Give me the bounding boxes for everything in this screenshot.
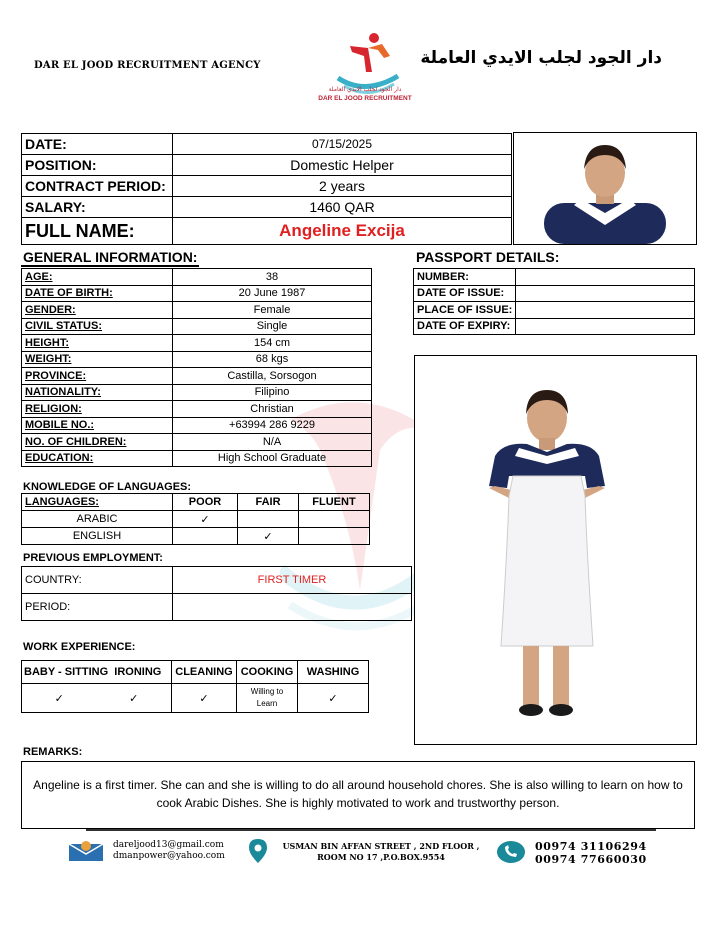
general-info-table bbox=[21, 268, 372, 467]
footer-divider bbox=[86, 829, 656, 831]
agency-logo bbox=[310, 26, 420, 106]
general-info-title: GENERAL INFORMATION: bbox=[23, 249, 198, 265]
location-pin-icon bbox=[248, 838, 268, 864]
table-row bbox=[22, 384, 372, 401]
mobile-label: MOBILE NO.: bbox=[22, 417, 173, 434]
table-row bbox=[22, 450, 372, 467]
remarks-text: Angeline is a first timer. She can and she is willing to do all around household chores. She is also willing to learn on how to cook Arabic Dishes. She is highly motivated to work and trustworthy person. bbox=[21, 761, 695, 829]
contract-label: CONTRACT PERIOD: bbox=[22, 176, 173, 197]
country-value: FIRST TIMER bbox=[173, 567, 412, 594]
washing-header: WASHING bbox=[298, 661, 369, 684]
table-row bbox=[22, 302, 372, 319]
phone-2[interactable]: 00974 77660030 bbox=[535, 853, 647, 866]
place-of-issue-label: PLACE OF ISSUE: bbox=[414, 302, 516, 319]
logo-caption-en: DAR EL JOOD RECRUITMENT bbox=[318, 95, 412, 102]
passport-table bbox=[413, 268, 695, 335]
province-label: PROVINCE: bbox=[22, 368, 173, 385]
table-row bbox=[414, 302, 695, 319]
dob-value: 20 June 1987 bbox=[173, 285, 372, 302]
children-value: N/A bbox=[173, 434, 372, 451]
table-row bbox=[22, 417, 372, 434]
languages-header: LANGUAGES: bbox=[22, 494, 173, 511]
cooking-header: COOKING bbox=[237, 661, 298, 684]
ironing-header: IRONING bbox=[114, 666, 162, 678]
civil-status-value: Single bbox=[173, 318, 372, 335]
nationality-label: NATIONALITY: bbox=[22, 384, 173, 401]
footer-phones bbox=[535, 840, 647, 866]
date-of-issue-label: DATE OF ISSUE: bbox=[414, 285, 516, 302]
headshot-photo bbox=[513, 132, 697, 245]
work-experience-title: WORK EXPERIENCE: bbox=[23, 641, 136, 653]
fullname-row bbox=[22, 218, 512, 245]
nationality-value: Filipino bbox=[173, 384, 372, 401]
religion-value: Christian bbox=[173, 401, 372, 418]
remarks-title: REMARKS: bbox=[23, 746, 83, 758]
email-icon bbox=[68, 840, 104, 862]
passport-number-label: NUMBER: bbox=[414, 269, 516, 286]
date-value: 07/15/2025 bbox=[173, 134, 512, 155]
gender-label: GENDER: bbox=[22, 302, 173, 319]
table-row bbox=[22, 434, 372, 451]
weight-value: 68 kgs bbox=[173, 351, 372, 368]
table-row bbox=[22, 401, 372, 418]
table-row bbox=[22, 661, 369, 684]
table-row bbox=[22, 335, 372, 352]
english-fluent bbox=[299, 528, 370, 545]
arabic-fair bbox=[238, 511, 299, 528]
table-row bbox=[22, 269, 372, 286]
footer-emails bbox=[113, 840, 225, 862]
table-row bbox=[22, 368, 372, 385]
age-value: 38 bbox=[173, 269, 372, 286]
salary-value: 1460 QAR bbox=[173, 197, 512, 218]
table-row bbox=[22, 318, 372, 335]
agency-name-ar: دار الجود لجلب الايدي العاملة bbox=[420, 48, 662, 68]
passport-number-value bbox=[516, 269, 695, 286]
table-row bbox=[22, 494, 370, 511]
language-arabic: ARABIC bbox=[22, 511, 173, 528]
country-label: COUNTRY: bbox=[22, 567, 173, 594]
languages-table bbox=[21, 493, 370, 545]
weight-label: WEIGHT: bbox=[22, 351, 173, 368]
civil-status-label: CIVIL STATUS: bbox=[22, 318, 173, 335]
cooking-value: Willing to Learn bbox=[237, 684, 298, 713]
phone-1[interactable]: 00974 31106294 bbox=[535, 840, 647, 853]
period-value bbox=[173, 594, 412, 621]
date-label: DATE: bbox=[22, 134, 173, 155]
passport-details-title: PASSPORT DETAILS: bbox=[416, 249, 560, 265]
previous-employment-table bbox=[21, 566, 412, 621]
religion-label: RELIGION: bbox=[22, 401, 173, 418]
date-of-expiry-label: DATE OF EXPIRY: bbox=[414, 318, 516, 335]
table-row bbox=[22, 567, 412, 594]
mobile-value: +63994 286 9229 bbox=[173, 417, 372, 434]
table-row bbox=[22, 594, 412, 621]
summary-table bbox=[21, 133, 512, 245]
table-row bbox=[22, 285, 372, 302]
province-value: Castilla, Sorsogon bbox=[173, 368, 372, 385]
position-row bbox=[22, 155, 512, 176]
date-of-expiry-value bbox=[516, 318, 695, 335]
salary-label: SALARY: bbox=[22, 197, 173, 218]
period-label: PERIOD: bbox=[22, 594, 173, 621]
fair-header: FAIR bbox=[238, 494, 299, 511]
dob-label: DATE OF BIRTH: bbox=[22, 285, 173, 302]
fullname-value: Angeline Excija bbox=[173, 218, 512, 245]
general-title-underline bbox=[21, 265, 199, 267]
education-label: EDUCATION: bbox=[22, 450, 173, 467]
full-body-photo bbox=[414, 355, 697, 745]
address-line-2: ROOM NO 17 ,P.O.BOX.9554 bbox=[317, 852, 445, 862]
gender-value: Female bbox=[173, 302, 372, 319]
salary-row bbox=[22, 197, 512, 218]
washing-value: ✓ bbox=[298, 684, 369, 713]
agency-name-en: DAR EL JOOD RECRUITMENT AGENCY bbox=[34, 60, 261, 71]
fullname-label: FULL NAME: bbox=[22, 218, 173, 245]
phone-icon bbox=[496, 840, 526, 864]
table-row bbox=[414, 285, 695, 302]
fluent-header: FLUENT bbox=[299, 494, 370, 511]
logo-caption-ar: دار الجود لجلب الايدي العاملة bbox=[328, 86, 402, 93]
poor-header: POOR bbox=[173, 494, 238, 511]
table-row bbox=[414, 318, 695, 335]
cleaning-header: CLEANING bbox=[172, 661, 237, 684]
children-label: NO. OF CHILDREN: bbox=[22, 434, 173, 451]
language-english: ENGLISH bbox=[22, 528, 173, 545]
cleaning-value: ✓ bbox=[172, 684, 237, 713]
contract-row bbox=[22, 176, 512, 197]
date-row bbox=[22, 134, 512, 155]
email-2[interactable]: dmanpower@yahoo.com bbox=[113, 851, 225, 861]
place-of-issue-value bbox=[516, 302, 695, 319]
arabic-fluent bbox=[299, 511, 370, 528]
position-value: Domestic Helper bbox=[173, 155, 512, 176]
english-poor bbox=[173, 528, 238, 545]
height-label: HEIGHT: bbox=[22, 335, 173, 352]
english-fair: ✓ bbox=[238, 528, 299, 545]
email-1[interactable]: dareljood13@gmail.com bbox=[113, 840, 224, 850]
table-row bbox=[22, 511, 370, 528]
arabic-poor: ✓ bbox=[173, 511, 238, 528]
skills-header-cell bbox=[22, 661, 172, 684]
ironing-value: ✓ bbox=[97, 684, 172, 713]
babysitting-value: ✓ bbox=[22, 684, 97, 713]
languages-title: KNOWLEDGE OF LANGUAGES: bbox=[23, 481, 192, 493]
work-experience-table bbox=[21, 660, 369, 713]
height-value: 154 cm bbox=[173, 335, 372, 352]
table-row bbox=[22, 351, 372, 368]
footer-address bbox=[276, 841, 486, 863]
babysitting-header: BABY - SITTING bbox=[24, 666, 109, 678]
previous-employment-title: PREVIOUS EMPLOYMENT: bbox=[23, 552, 163, 564]
education-value: High School Graduate bbox=[173, 450, 372, 467]
position-label: POSITION: bbox=[22, 155, 173, 176]
date-of-issue-value bbox=[516, 285, 695, 302]
address-line-1: USMAN BIN AFFAN STREET , 2ND FLOOR , bbox=[282, 841, 480, 851]
table-row bbox=[414, 269, 695, 286]
age-label: AGE: bbox=[22, 269, 173, 286]
table-row bbox=[22, 528, 370, 545]
table-row bbox=[22, 684, 369, 713]
contract-value: 2 years bbox=[173, 176, 512, 197]
